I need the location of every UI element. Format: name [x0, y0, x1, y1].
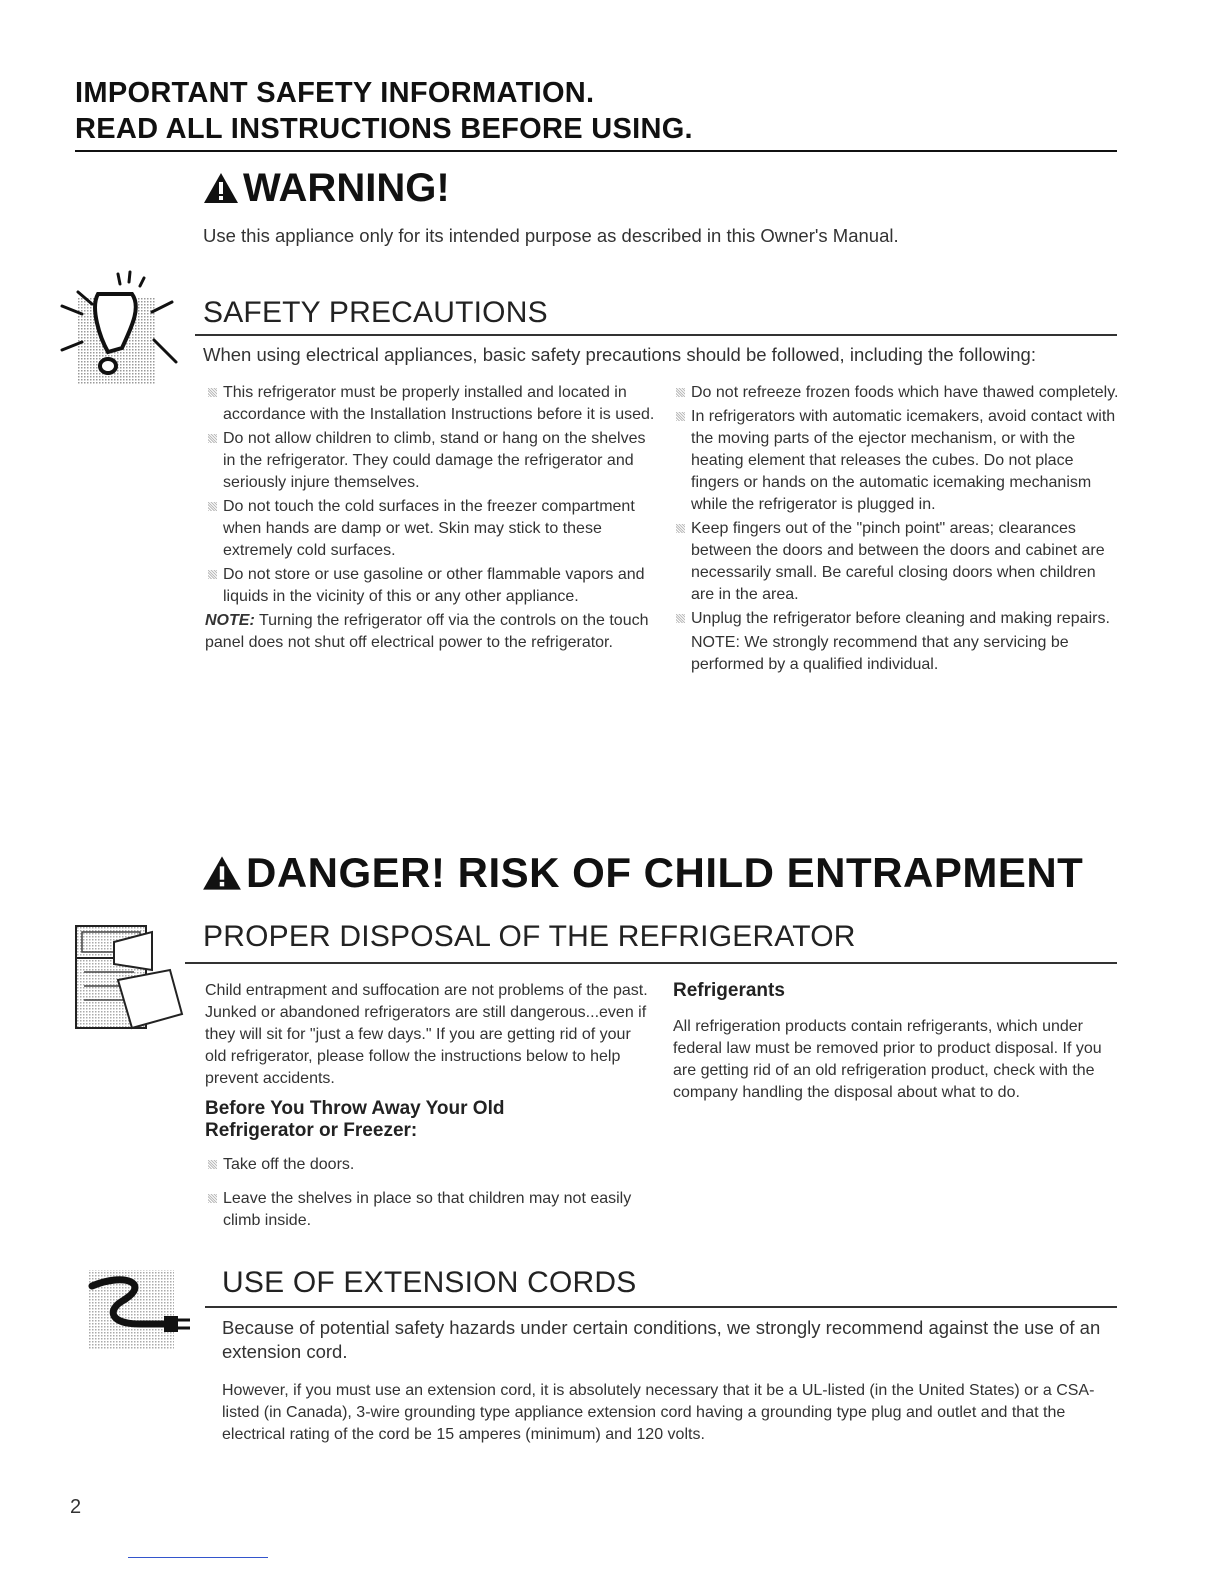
header-line-2: READ ALL INSTRUCTIONS BEFORE USING.: [75, 113, 693, 145]
extension-text: However, if you must use an extension cord, it is absolutely necessary that it be a UL-listed (in the United States) or a CSA-listed (in Canada), 3-wire grounding type appliance extension cord having a grounding type plug and outlet and that the electrical rating of the cord be 15 amperes (minimum) and 120 volts.: [222, 1382, 1095, 1443]
list-item: Do not store or use gasoline or other flammable vapors and liquids in the vicinity of this or any other appliance.: [205, 564, 655, 608]
safety-heading: SAFETY PRECAUTIONS: [203, 296, 548, 329]
list-item: Do not refreeze frozen foods which have thawed completely.: [673, 382, 1123, 404]
safety-rule: [195, 334, 1117, 336]
danger-title: DANGER! RISK OF CHILD ENTRAPMENT: [246, 849, 1084, 896]
page-number: 2: [70, 1496, 82, 1518]
warning-title-block: [203, 168, 450, 208]
extension-heading: USE OF EXTENSION CORDS: [222, 1266, 637, 1299]
refrigerants-heading: Refrigerants: [673, 980, 785, 1001]
refrigerants-text: All refrigeration products contain refrigerants, which under federal law must be removed prior to product disposal. If you are getting rid of an old refrigeration product, check with the company handling the disposal about what to do.: [673, 1018, 1102, 1101]
safety-right-note: NOTE: We strongly recommend that any servicing be performed by a qualified individual.: [691, 634, 1069, 673]
safety-left-column: [205, 382, 655, 654]
warning-triangle-icon: [203, 172, 239, 204]
safety-right-column: [673, 382, 1123, 676]
disposal-subheading: Before You Throw Away Your Old Refrigerator or Freezer:: [205, 1098, 505, 1141]
extension-lead: Because of potential safety hazards under certain conditions, we strongly recommend against the use of an extension cord.: [222, 1317, 1101, 1362]
note-text: Turning the refrigerator off via the controls on the touch panel does not shut off electrical power to the refrigerator.: [205, 612, 649, 651]
list-item: Take off the doors.: [205, 1154, 650, 1176]
header-rule: [75, 150, 1117, 152]
disposal-rule: [185, 962, 1117, 964]
warning-text: Use this appliance only for its intended purpose as described in this Owner's Manual.: [203, 225, 899, 246]
list-item: Leave the shelves in place so that children may not easily climb inside.: [205, 1188, 650, 1232]
disposal-heading: PROPER DISPOSAL OF THE REFRIGERATOR: [203, 920, 856, 953]
note-label: NOTE:: [205, 612, 255, 629]
disposal-list: [205, 1154, 650, 1234]
extension-rule: [205, 1306, 1117, 1308]
extension-cord-icon: [86, 1266, 198, 1352]
disposal-intro: Child entrapment and suffocation are not problems of the past. Junked or abandoned refrigerators are still dangerous...even if they will sit for "just a few days." If you are getting rid of your old refrigerator, please follow the instructions below to help prevent accidents.: [205, 982, 648, 1087]
list-item: In refrigerators with automatic icemakers, avoid contact with the moving parts of the ejector mechanism, or with the heating element that releases the cubes. Do not place fingers or hands on the automatic icemaking mechanism while the refrigerator is plugged in.: [673, 406, 1123, 516]
list-item: Do not touch the cold surfaces in the freezer compartment when hands are damp or wet. Skin may stick to these extremely cold surfaces.: [205, 496, 655, 562]
exclamation-alert-icon: [60, 268, 190, 388]
safety-note: [205, 610, 655, 654]
danger-title-block: [202, 849, 1084, 896]
list-item: Unplug the refrigerator before cleaning and making repairs.: [673, 608, 1123, 630]
list-item: This refrigerator must be properly installed and located in accordance with the Installation Instructions before it is used.: [205, 382, 655, 426]
list-item: Do not allow children to climb, stand or hang on the shelves in the refrigerator. They could damage the refrigerator and seriously injure themselves.: [205, 428, 655, 494]
danger-triangle-icon: [202, 855, 242, 891]
header-line-1: IMPORTANT SAFETY INFORMATION.: [75, 77, 595, 109]
warning-title: WARNING!: [243, 166, 450, 210]
footer-link-rule: [128, 1557, 268, 1558]
safety-intro: When using electrical appliances, basic safety precautions should be followed, including the following:: [203, 344, 1036, 365]
list-item: Keep fingers out of the "pinch point" areas; clearances between the doors and between the doors and cabinet are necessarily small. Be careful closing doors when children are in the area.: [673, 518, 1123, 606]
refrigerator-icon: [74, 924, 184, 1032]
